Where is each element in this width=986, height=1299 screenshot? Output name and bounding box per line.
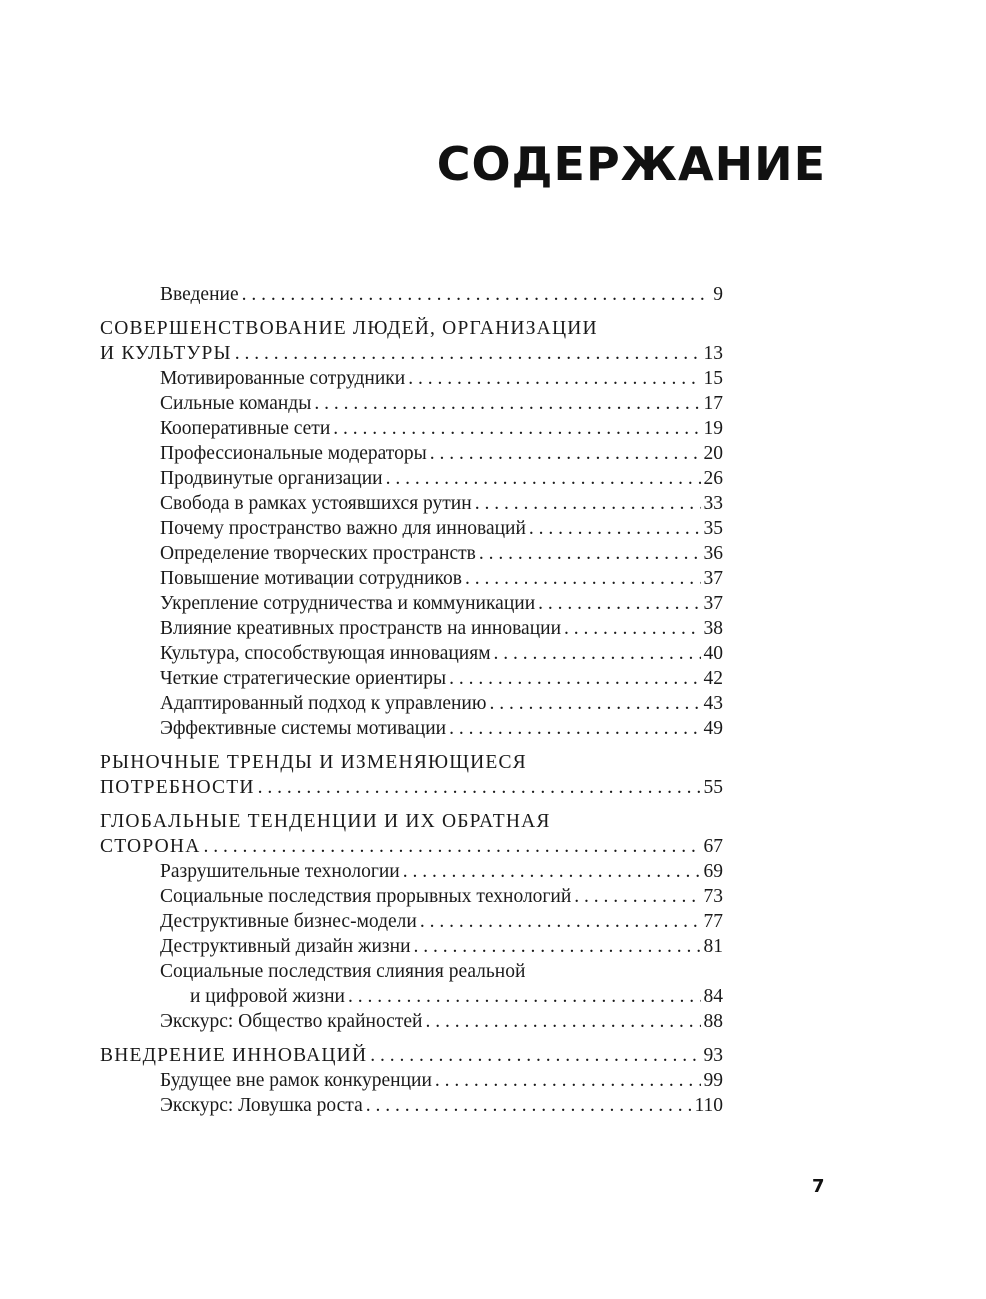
- dot-leader: [449, 716, 700, 741]
- toc-entry-page: 19: [703, 418, 723, 439]
- dot-leader: [425, 1009, 700, 1034]
- toc-entry-page: 110: [694, 1095, 723, 1116]
- page-number: 7: [812, 1176, 825, 1197]
- toc-section-innovation: [100, 1043, 723, 1118]
- toc-section-people: [100, 316, 723, 741]
- toc-entry-label: Социальные последствия прорывных технологий: [160, 886, 572, 907]
- toc-entry[interactable]: [100, 691, 723, 716]
- dot-leader: [479, 541, 701, 566]
- toc-entry[interactable]: [100, 859, 723, 884]
- toc-entry[interactable]: [100, 666, 723, 691]
- toc-entry-page: 81: [703, 936, 723, 957]
- toc-entry-label: Профессиональные модераторы: [160, 443, 427, 464]
- toc-entry-label: Повышение мотивации сотрудников: [160, 568, 462, 589]
- toc-section-heading[interactable]: СОВЕРШЕНСТВОВАНИЕ ЛЮДЕЙ, ОРГАНИЗАЦИИ: [100, 318, 598, 339]
- toc-entry-page: 13: [703, 343, 723, 364]
- toc-section-heading-label: СТОРОНА: [100, 836, 201, 857]
- dot-leader: [348, 984, 701, 1009]
- toc-entry[interactable]: [100, 1068, 723, 1093]
- toc-entry-label: Экскурс: Общество крайностей: [160, 1011, 423, 1032]
- toc-entry-label: Мотивированные сотрудники: [160, 368, 406, 389]
- toc-entry-page: 26: [703, 468, 723, 489]
- toc-section-items: [100, 1068, 723, 1118]
- toc-entry-label: Введение: [160, 284, 239, 305]
- dot-leader: [258, 775, 701, 800]
- toc-section-items: [100, 366, 723, 741]
- toc-entry[interactable]: [100, 909, 723, 934]
- toc-entry[interactable]: [100, 934, 723, 959]
- toc-entry-page: 17: [703, 393, 723, 414]
- toc-entry-label: Культура, способствующая инновациям: [160, 643, 491, 664]
- dot-leader: [242, 282, 711, 307]
- toc-entry[interactable]: [100, 884, 723, 909]
- toc-entry-page: 49: [703, 718, 723, 739]
- toc-entry[interactable]: [100, 491, 723, 516]
- toc-section-heading-entry[interactable]: [100, 1043, 723, 1068]
- dot-leader: [538, 591, 700, 616]
- dot-leader: [574, 884, 700, 909]
- toc-entry-page: 9: [713, 284, 723, 305]
- toc-section-heading-label: ВНЕДРЕНИЕ ИННОВАЦИЙ: [100, 1045, 368, 1066]
- toc-entry[interactable]: [100, 416, 723, 441]
- toc-entry[interactable]: [100, 541, 723, 566]
- dot-leader: [414, 934, 701, 959]
- toc-entry-page: 93: [703, 1045, 723, 1066]
- dot-leader: [435, 1068, 701, 1093]
- dot-leader: [203, 834, 700, 859]
- dot-leader: [430, 441, 701, 466]
- toc-entry-page: 42: [703, 668, 723, 689]
- toc-entry-label: Определение творческих пространств: [160, 543, 476, 564]
- toc-entry-label: Продвинутые организации: [160, 468, 383, 489]
- dot-leader: [408, 366, 700, 391]
- toc-entry[interactable]: [100, 716, 723, 741]
- page-title: СОДЕРЖАНИЕ: [436, 137, 826, 191]
- toc-entry-label: Разрушительные технологии: [160, 861, 400, 882]
- toc-entry[interactable]: [100, 1009, 723, 1034]
- dot-leader: [475, 491, 701, 516]
- dot-leader: [494, 641, 701, 666]
- toc-entry-label: Адаптированный подход к управлению: [160, 693, 487, 714]
- toc-entry-page: 43: [703, 693, 723, 714]
- dot-leader: [449, 666, 700, 691]
- toc-entry-page: 37: [703, 568, 723, 589]
- toc-entry[interactable]: [100, 641, 723, 666]
- toc-entry-label: Будущее вне рамок конкуренции: [160, 1070, 432, 1091]
- toc-section-items: [100, 859, 723, 1034]
- toc-section-heading-label: И КУЛЬТУРЫ: [100, 343, 232, 364]
- toc-entry-page: 20: [703, 443, 723, 464]
- toc-entry-label: Деструктивные бизнес-модели: [160, 911, 417, 932]
- toc-entry-label: и цифровой жизни: [190, 986, 345, 1007]
- table-of-contents: [100, 282, 723, 1118]
- toc-entry[interactable]: [100, 391, 723, 416]
- toc-entry-label: Четкие стратегические ориентиры: [160, 668, 447, 689]
- toc-section-heading[interactable]: РЫНОЧНЫЕ ТРЕНДЫ И ИЗМЕНЯЮЩИЕСЯ: [100, 752, 527, 773]
- toc-entry-page: 99: [703, 1070, 723, 1091]
- toc-entry[interactable]: [100, 466, 723, 491]
- toc-entry-label: Деструктивный дизайн жизни: [160, 936, 411, 957]
- toc-entry-page: 73: [703, 886, 723, 907]
- toc-entry-page: 84: [703, 986, 723, 1007]
- toc-entry[interactable]: [100, 516, 723, 541]
- toc-section-heading-label: ПОТРЕБНОСТИ: [100, 777, 255, 798]
- toc-entry-label: Почему пространство важно для инноваций: [160, 518, 526, 539]
- toc-section-global: [100, 809, 723, 1034]
- toc-entry-page: 15: [703, 368, 723, 389]
- toc-intro-block: [100, 282, 723, 307]
- toc-section-heading[interactable]: ГЛОБАЛЬНЫЕ ТЕНДЕНЦИИ И ИХ ОБРАТНАЯ: [100, 811, 551, 832]
- toc-entry-page: 35: [703, 518, 723, 539]
- dot-leader: [370, 1043, 700, 1068]
- toc-entry-label: Укрепление сотрудничества и коммуникации: [160, 593, 536, 614]
- toc-entry-page: 36: [703, 543, 723, 564]
- toc-section-market: [100, 750, 723, 800]
- dot-leader: [529, 516, 701, 541]
- toc-entry-page: 88: [703, 1011, 723, 1032]
- dot-leader: [420, 909, 701, 934]
- toc-entry-page: 77: [703, 911, 723, 932]
- toc-entry-label: Эффективные системы мотивации: [160, 718, 447, 739]
- dot-leader: [314, 391, 700, 416]
- toc-entry[interactable]: [100, 616, 723, 641]
- toc-entry-label: Экскурс: Ловушка роста: [160, 1095, 363, 1116]
- toc-entry-wrapped[interactable]: [100, 984, 723, 1009]
- toc-entry-page: 67: [703, 836, 723, 857]
- toc-entry-label: Влияние креативных пространств на инновации: [160, 618, 562, 639]
- toc-entry-page: 37: [703, 593, 723, 614]
- dot-leader: [564, 616, 700, 641]
- toc-entry-label: Свобода в рамках устоявшихся рутин: [160, 493, 472, 514]
- dot-leader: [235, 341, 701, 366]
- toc-section-heading-entry[interactable]: [100, 775, 723, 800]
- dot-leader: [465, 566, 701, 591]
- dot-leader: [489, 691, 700, 716]
- toc-entry-page: 55: [703, 777, 723, 798]
- toc-entry[interactable]: [100, 591, 723, 616]
- dot-leader: [403, 859, 701, 884]
- toc-entry[interactable]: [100, 566, 723, 591]
- toc-entry[interactable]: [100, 441, 723, 466]
- toc-entry-page: 69: [703, 861, 723, 882]
- toc-entry-page: 33: [703, 493, 723, 514]
- toc-section-heading-entry[interactable]: [100, 341, 723, 366]
- toc-entry[interactable]: [100, 366, 723, 391]
- toc-entry-wrapped-line1[interactable]: Социальные последствия слияния реальной: [160, 961, 526, 982]
- dot-leader: [333, 416, 700, 441]
- toc-entry-page: 40: [703, 643, 723, 664]
- toc-entry-label: Сильные команды: [160, 393, 312, 414]
- toc-entry[interactable]: [100, 1093, 723, 1118]
- toc-entry-intro[interactable]: [100, 282, 723, 307]
- toc-entry-page: 38: [703, 618, 723, 639]
- toc-section-heading-entry[interactable]: [100, 834, 723, 859]
- dot-leader: [366, 1093, 692, 1118]
- dot-leader: [386, 466, 701, 491]
- toc-entry-label: Кооперативные сети: [160, 418, 331, 439]
